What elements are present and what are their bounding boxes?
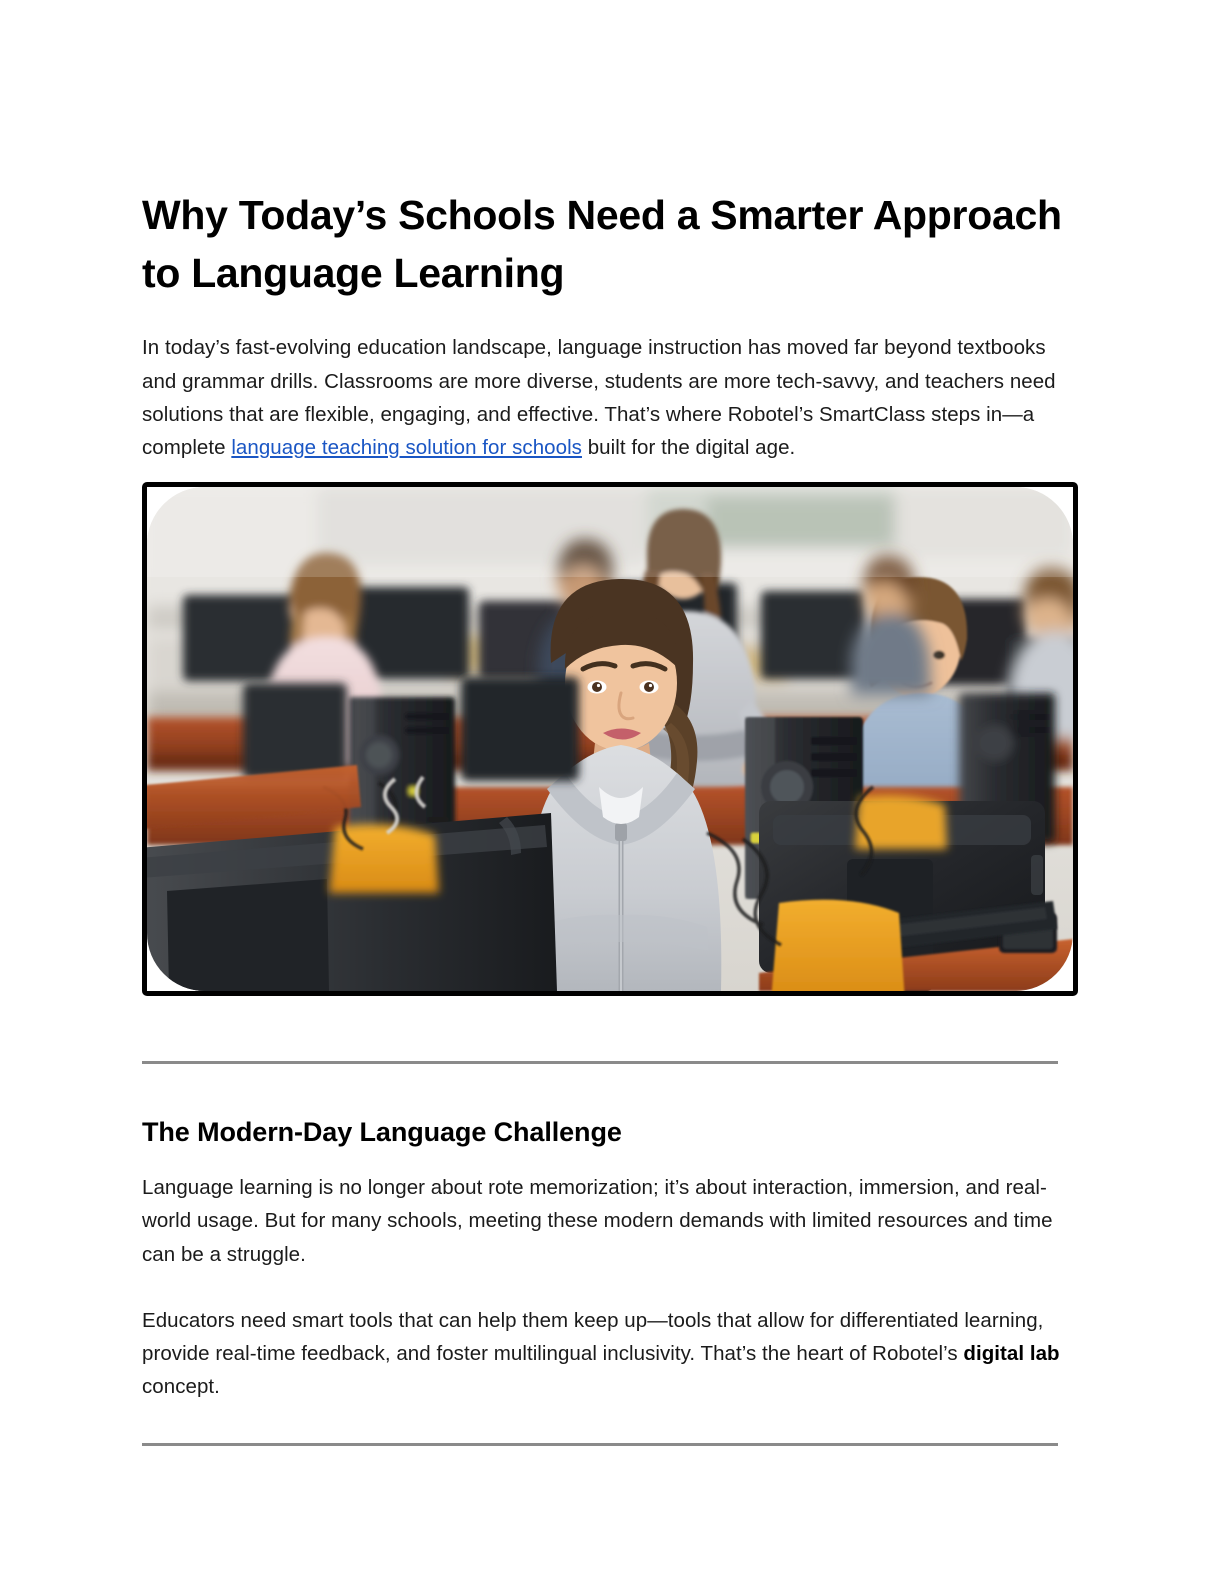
- page-title: Why Today’s Schools Need a Smarter Approach to Language Learning: [142, 192, 1062, 297]
- classroom-photo-figure: [142, 482, 1078, 996]
- paragraph-2-before-bold: Educators need smart tools that can help them keep up—tools that allow for differentiated learning, provide real-time feedback, and foster multilingual inclusivity. That’s the heart of Robotel’s: [142, 1308, 1044, 1366]
- computer-lab-illustration: [147, 487, 1073, 991]
- section-divider-bottom: [142, 1443, 1058, 1446]
- paragraph-2-after-bold: concept.: [142, 1375, 220, 1399]
- intro-text-after-link: built for the digital age.: [581, 436, 796, 460]
- chair-foreground: [771, 900, 905, 991]
- section-paragraph-2: [142, 1304, 1082, 1404]
- section-paragraph-1: Language learning is no longer about rote memorization; it’s about interaction, immersion, and real-world usage. But for many schools, meeting these modern demands with limited resources and time can be a struggle.: [142, 1176, 1053, 1266]
- digital-lab-bold-text: digital lab: [963, 1342, 1060, 1366]
- language-teaching-solution-link[interactable]: language teaching solution for schools: [231, 436, 582, 460]
- section-heading: The Modern-Day Language Challenge: [142, 1117, 622, 1148]
- classroom-photo: [147, 487, 1073, 991]
- intro-text-before-link: In today’s fast-evolving education landscape, language instruction has moved far beyond textbooks and grammar drills. Classrooms are more diverse, students are more tech-savvy, and teachers need solutions that are flexible, engaging, and effective. That’s where Robotel’s SmartClass steps in—a complete: [142, 336, 1056, 460]
- document-content: [142, 0, 1082, 1446]
- intro-paragraph: [142, 331, 1082, 464]
